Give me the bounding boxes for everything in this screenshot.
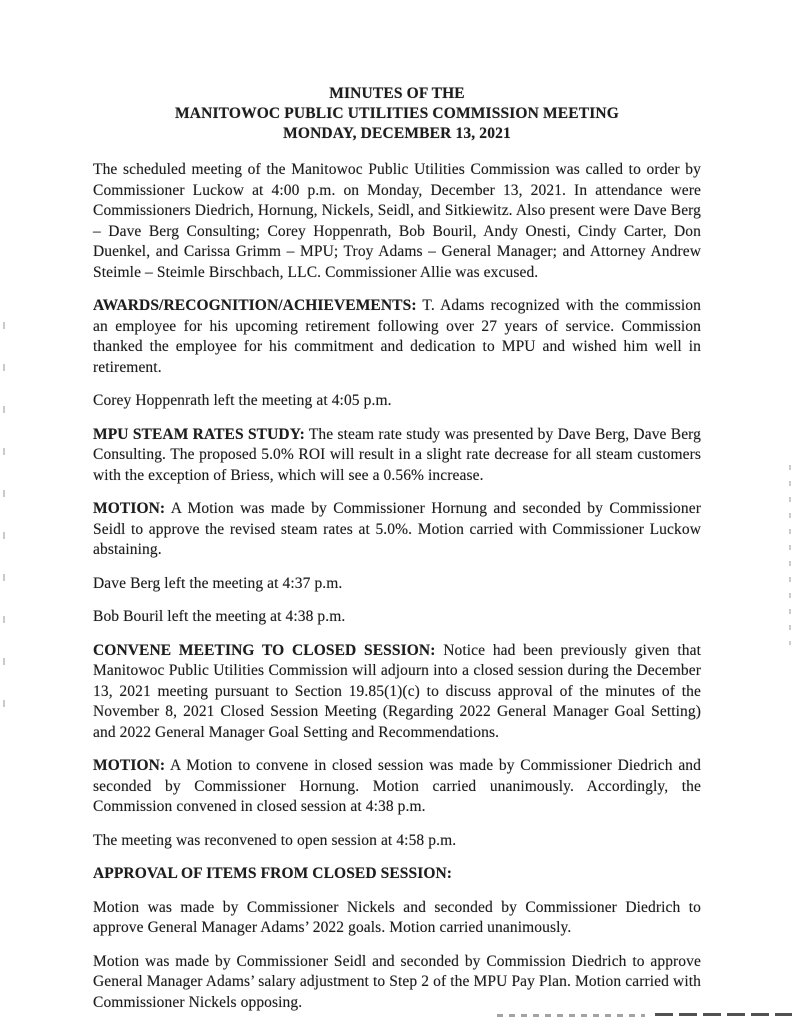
paragraph-convene-closed [93, 641, 701, 744]
paragraph-text: Notice had been previously given that Manitowoc Public Utilities Commission will adjourn into a closed session during the December 13, 2021 meeting pursuant to Section 19.85(1)(c) to discuss approval of the minutes of the November 8, 2021 Closed Session Meeting (Regarding 2022 General Manager Goal Setting) and 2022 General Manager Goal Setting and Recommendations. [93, 641, 701, 741]
title-line-3: MONDAY, DECEMBER 13, 2021 [283, 125, 511, 142]
paragraph-text: The meeting was reconvened to open session at 4:58 p.m. [93, 831, 457, 849]
paragraph-text: The scheduled meeting of the Manitowoc Public Utilities Commission was called to order by Commissioner Luckow at 4:00 p.m. on Monday, December 13, 2021. In attendance were Commissioners Diedrich, Hornung, Nickels, Seidl, and Sitkiewitz. Also present were Dave Berg – Dave Berg Consulting; Corey Hoppenrath, Bob Bouril, Andy Onesti, Cindy Carter, Don Duenkel, and Carissa Grimm – MPU; Troy Adams – General Manager; and Attorney Andrew Steimle – Steimle Birschbach, LLC. Commissioner Allie was excused. [93, 161, 701, 281]
paragraph-awards [93, 296, 701, 378]
paragraph-label: AWARDS/RECOGNITION/ACHIEVEMENTS: [93, 297, 417, 314]
paragraph-text: Dave Berg left the meeting at 4:37 p.m. [93, 574, 343, 592]
paragraph-label: MOTION: [93, 500, 166, 517]
heading-approval-closed-session [93, 864, 701, 885]
paragraph-motion-convene [93, 756, 701, 818]
paragraph-motion-goals [93, 898, 701, 939]
paragraph-text: A Motion to convene in closed session was made by Commissioner Diedrich and seconded by Commissioner Hornung. Motion carried unanimously. Accordingly, the Commission convened in closed session at 4:38 p.m. [93, 757, 701, 815]
paragraph-bouril-left [93, 607, 701, 628]
paragraph-text: Motion was made by Commissioner Seidl and seconded by Commission Diedrich to approve General Manager Adams’ salary adjustment to Step 2 of the MPU Pay Plan. Motion carried with Commissioner Nickels opposing. [93, 952, 701, 1011]
paragraph-berg-left [93, 574, 701, 595]
paragraph-steam-rates [93, 425, 701, 487]
paragraph-motion-salary [93, 952, 701, 1014]
paragraph-text: Motion was made by Commissioner Nickels and seconded by Commissioner Diedrich to approve General Manager Adams’ 2022 goals. Motion carried unanimously. [93, 898, 701, 936]
title-line-1: MINUTES OF THE [329, 85, 465, 102]
document-body [93, 160, 701, 1013]
paragraph-label: MOTION: [93, 757, 166, 774]
paragraph-attendance [93, 160, 701, 283]
paragraph-label: CONVENE MEETING TO CLOSED SESSION: [93, 641, 436, 659]
document-title [93, 84, 701, 144]
paragraph-motion-steam [93, 499, 701, 561]
paragraph-text: Corey Hoppenrath left the meeting at 4:05 p.m. [93, 392, 392, 409]
paragraph-text: T. Adams recognized with the commission an employee for his upcoming retirement following over 27 years of service. Commission thanked the employee for his commitment and dedication to MPU and wished him well in retirement. [93, 297, 701, 376]
title-line-2: MANITOWOC PUBLIC UTILITIES COMMISSION MEETING [175, 105, 619, 122]
paragraph-text: A Motion was made by Commissioner Hornung and seconded by Commissioner Seidl to approve the revised steam rates at 5.0%. Motion carried with Commissioner Luckow abstaining. [93, 500, 701, 558]
paragraph-text: Bob Bouril left the meeting at 4:38 p.m. [93, 608, 346, 625]
paragraph-hoppenrath-left [93, 391, 701, 412]
paragraph-label: MPU STEAM RATES STUDY: [93, 425, 305, 443]
paragraph-text: The steam rate study was presented by Dave Berg, Dave Berg Consulting. The proposed 5.0% ROI will result in a slight rate decrease for all steam customers with the exception of Briess, which will see a 0.56% increase. [93, 425, 702, 484]
paragraph-reconvened [93, 831, 701, 852]
paragraph-label: APPROVAL OF ITEMS FROM CLOSED SESSION: [93, 865, 453, 882]
